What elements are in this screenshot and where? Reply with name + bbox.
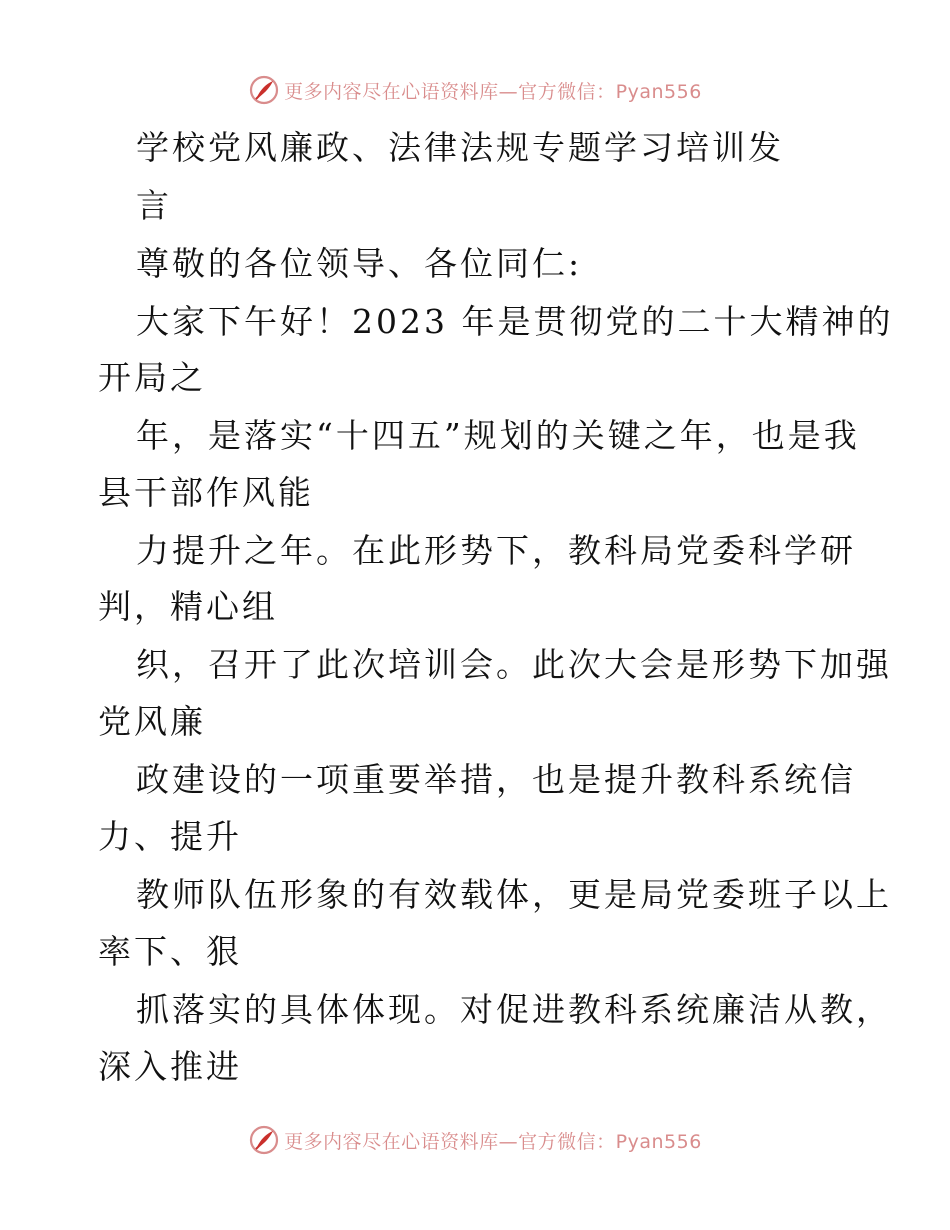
paragraph-line: 率下、狠 [98, 932, 242, 971]
paragraph-line: 县干部作风能 [98, 473, 314, 512]
document-title-line-2: 言 [136, 186, 172, 225]
footer-banner-text: 更多内容尽在心语资料库—官方微信：Pyan556 [284, 1130, 702, 1153]
paragraph-line: 判，精心组 [98, 587, 278, 626]
paragraph-line: 大家下午好！2023 年是贯彻党的二十大精神的 [136, 302, 894, 341]
salutation-line: 尊敬的各位领导、各位同仁: [136, 244, 583, 283]
paragraph-line: 力提升之年。在此形势下，教科局党委科学研 [136, 531, 856, 570]
paragraph-line: 深入推进 [98, 1047, 242, 1086]
feather-pen-logo-icon [248, 1124, 280, 1156]
header-banner-text: 更多内容尽在心语资料库—官方微信：Pyan556 [284, 80, 702, 103]
paragraph-line: 年，是落实“十四五”规划的关键之年，也是我 [136, 416, 860, 455]
paragraph-line: 抓落实的具体体现。对促进教科系统廉洁从教， [136, 990, 892, 1029]
paragraph-line: 党风廉 [98, 702, 206, 741]
paragraph-line: 开局之 [98, 358, 206, 397]
document-title-line-1: 学校党风廉政、法律法规专题学习培训发 [136, 128, 784, 167]
footer-banner [0, 1120, 950, 1160]
feather-pen-logo-icon [248, 74, 280, 106]
paragraph-line: 政建设的一项重要举措，也是提升教科系统信 [136, 760, 856, 799]
paragraph-line: 教师队伍形象的有效载体，更是局党委班子以上 [136, 875, 892, 914]
header-banner [0, 70, 950, 110]
paragraph-line: 织，召开了此次培训会。此次大会是形势下加强 [136, 645, 892, 684]
paragraph-line: 力、提升 [98, 817, 242, 856]
